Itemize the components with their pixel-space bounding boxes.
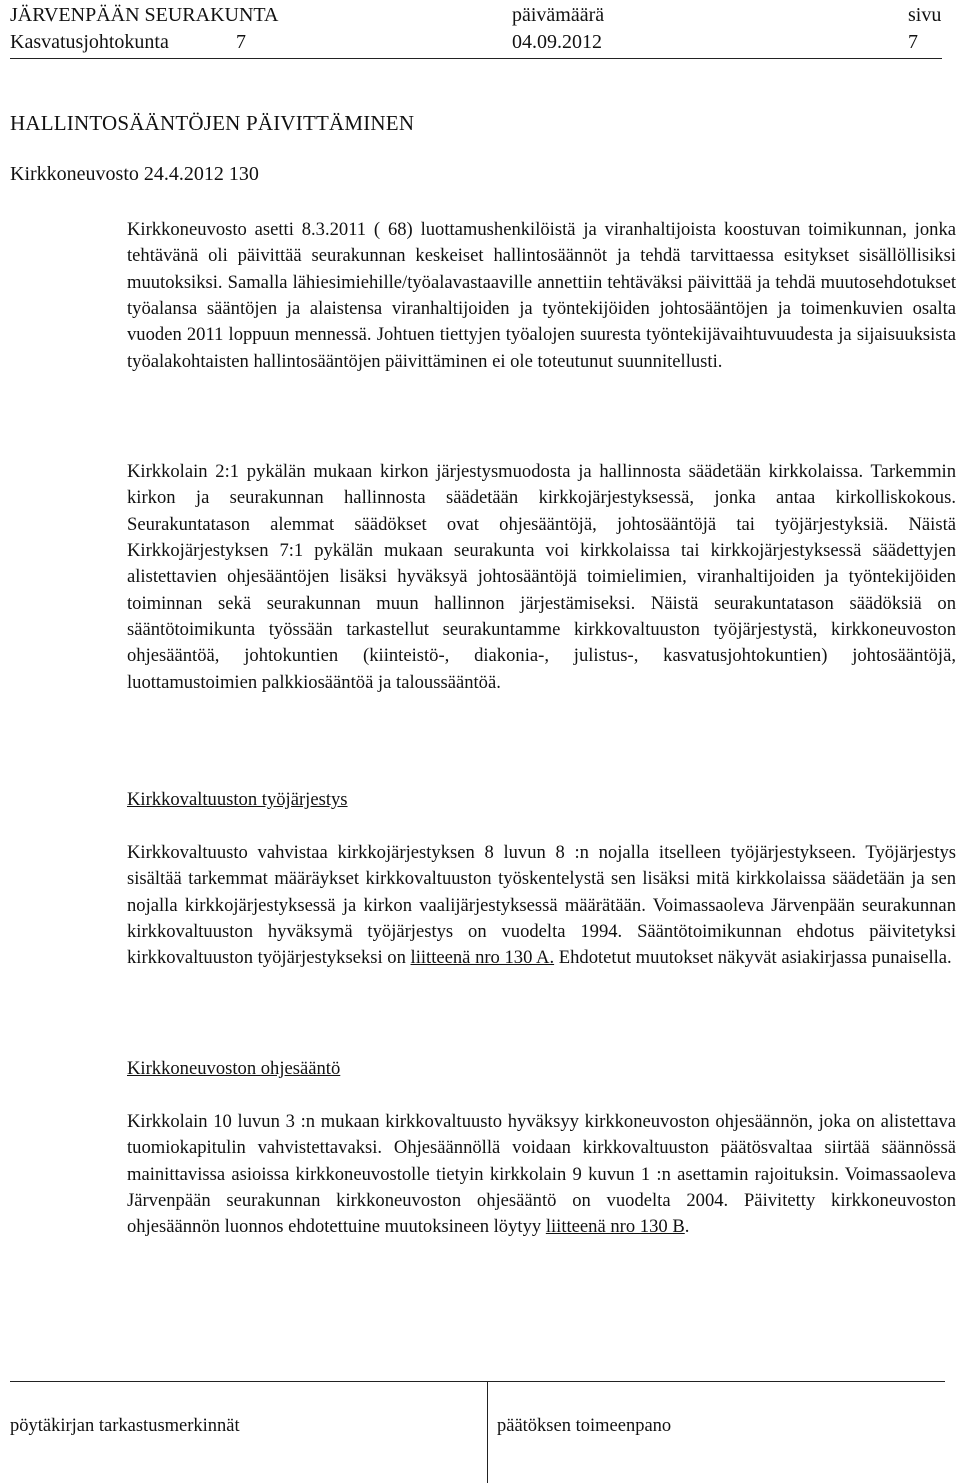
committee-name: Kasvatusjohtokunta <box>10 31 169 53</box>
meeting-date: 04.09.2012 <box>512 31 602 53</box>
page-number: 7 <box>908 31 918 53</box>
paragraph-4: Kirkkolain 10 luvun 3 :n mukaan kirkkovaltuusto hyväksyy kirkkoneuvoston ohjesäännön, joka on alistettava tuomiokapitulin vahvistettavaksi. Ohjesäännöllä voidaan kirkkovaltuuston päätösvaltaa siirtää säännössä mainittavissa asioissa kirkkoneuvostolle tietyin kirkkolain 9 kuvun 1 :n asettamin rajoituksin. Voimassaoleva Järvenpään seurakunnan kirkkoneuvoston ohjesääntö on vuodelta 2004. Päivitetty kirkkoneuvoston ohjesäännön luonnos ehdotettuine muutoksineen löytyy liitteenä nro 130 B. <box>127 1111 956 1238</box>
meeting-reference: Kirkkoneuvosto 24.4.2012 130 <box>10 163 259 185</box>
footer-divider <box>487 1381 488 1483</box>
footer-rule <box>10 1381 945 1382</box>
date-label: päivämäärä <box>512 4 605 26</box>
meeting-number: 7 <box>236 31 246 53</box>
organization-name: JÄRVENPÄÄN SEURAKUNTA <box>10 4 279 26</box>
subheading-kirkkovaltuuston-tyojarjestys: Kirkkovaltuuston työjärjestys <box>127 789 348 810</box>
subheading-kirkkoneuvoston-ohjesaanto: Kirkkoneuvoston ohjesääntö <box>127 1058 341 1079</box>
footer-review-marks: pöytäkirjan tarkastusmerkinnät <box>10 1416 240 1436</box>
section-title: HALLINTOSÄÄNTÖJEN PÄIVITTÄMINEN <box>10 111 415 135</box>
attachment-link-130b[interactable]: liitteenä nro 130 B <box>545 1216 685 1238</box>
paragraph-2: Kirkkolain 2:1 pykälän mukaan kirkon järjestysmuodosta ja hallinnosta säädetään kirkkolaissa. Tarkemmin kirkon ja seurakunnan hallinnosta säädetään kirkkojärjestyksessä, jonka antaa kirkolliskokous. Seurakuntatason alemmat säädökset ovat ohjesääntöjä, johtosääntöjä tai työjärjestyksiä. Näistä Kirkkojärjestyksen 7:1 pykälän mukaan seurakunta voi kirkkolaissa tai kirkkojärjestyksessä säädettyjen alistettavien ohjesääntöjen lisäksi hyväksyä johtosääntöjä toimielimien, viranhaltijoiden ja työntekijöiden toiminnan sekä seurakunnan muun hallinnon järjestämiseksi. Näistä seurakuntatason säädöksiä on sääntötoimikunta työssään tarkastellut seurakuntamme kirkkovaltuuston työjärjestystä, kirkkoneuvoston ohjesääntöä, johtokuntien (kiinteistö-, diakonia-, julistus-, kasvatusjohtokuntien) johtosääntöjä, luottamustoimien palkkiosääntöä ja taloussääntöä. <box>127 461 956 693</box>
paragraph-3: Kirkkovaltuusto vahvistaa kirkkojärjestyksen 8 luvun 8 :n nojalla itselleen työjärjestykseen. Työjärjestys sisältää tarkemmat määräykset kirkkovaltuuston työskentelystä sen lisäksi mitä kirkkolaissa säädetään ja sen nojalla kirkkojärjestyksessä ja kirkon vaalijärjestyksessä määrätään. Voimassaoleva Järvenpään seurakunnan kirkkovaltuuston hyväksymä työjärjestys on vuodelta 1994. Sääntötoimikunnan ehdotus päivitetyksi kirkkovaltuuston työjärjestykseksi on liitteenä nro 130 A. Ehdotetut muutokset näkyvät asiakirjassa punaisella. <box>127 842 956 969</box>
page-label: sivu <box>908 4 942 26</box>
paragraph-1: Kirkkoneuvosto asetti 8.3.2011 ( 68) luottamushenkilöistä ja viranhaltijoista koostuvan toimikunnan, jonka tehtävänä oli päivittää seurakunnan keskeiset hallintosäännöt ja tehdä tarvittaessa esitykset sisällöllisiksi muutoksiksi. Samalla lähiesimiehille/työalavastaaville annettiin tehtäväksi päivittää ja tehdä muutosehdotukset työalansa sääntöjen ja alaistensa viranhaltijoiden ja työntekijöiden johtosääntöjen ja toimenkuvien osalta vuoden 2011 loppuun mennessä. Johtuen tiettyjen työalojen suuresta työntekijävaihtuvuudesta ja sijaisuuksista työalakohtaisten hallintosääntöjen päivittäminen ei ole toteutunut suunnitellusti. <box>127 219 956 372</box>
header-rule <box>10 58 942 59</box>
footer-implementation: päätöksen toimeenpano <box>497 1416 672 1436</box>
attachment-link-130a[interactable]: liitteenä nro 130 A. <box>410 947 555 969</box>
